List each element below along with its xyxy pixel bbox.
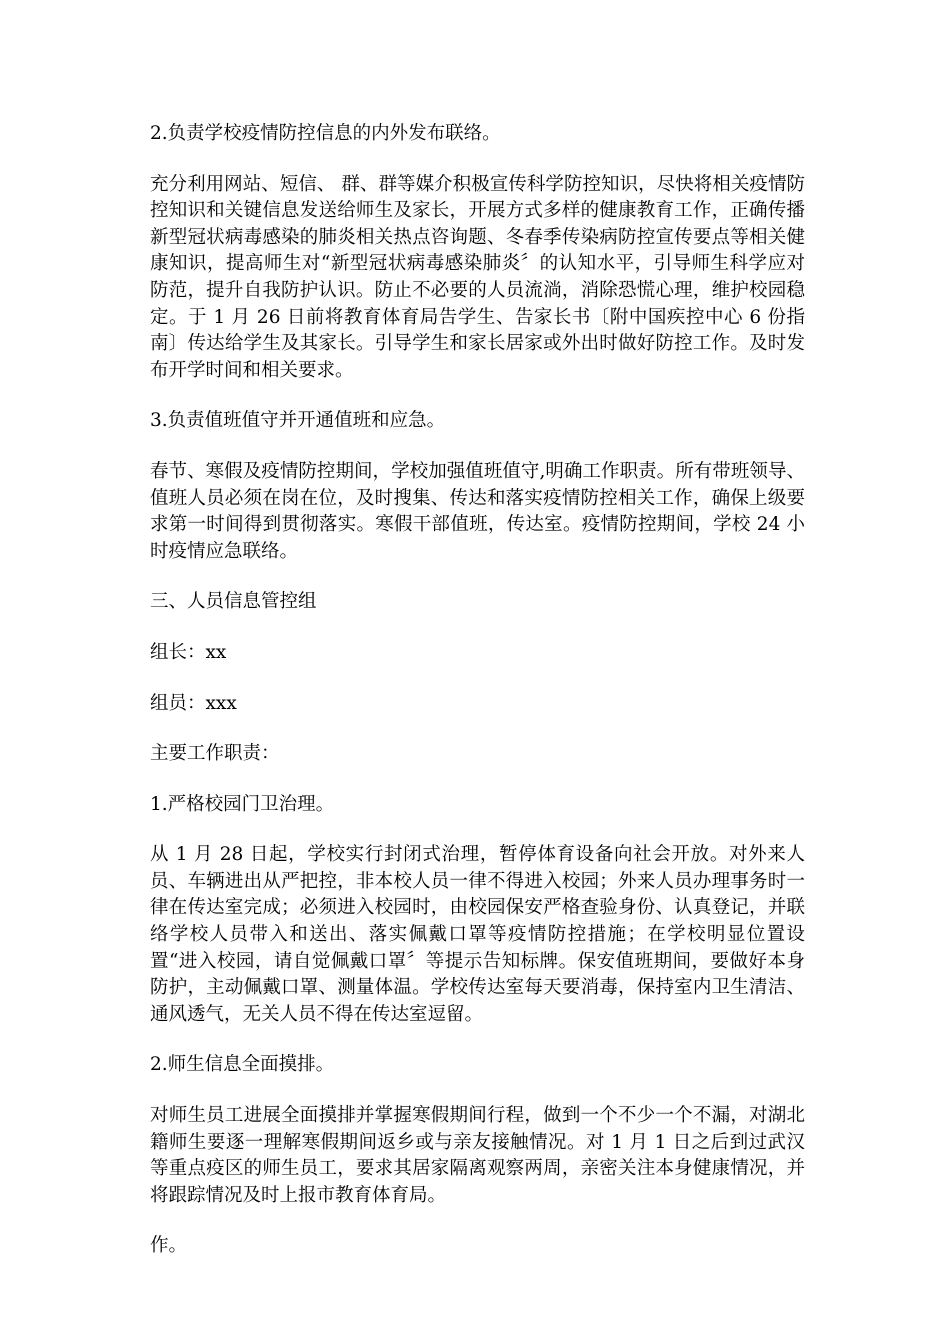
heading-gate-management: 1.严格校园门卫治理。 <box>150 793 335 815</box>
main-duties-label: 主要工作职责： <box>150 743 280 765</box>
paragraph-publicity-details: 充分利用网站、短信、 群、群等媒介积极宣传科学防控知识，尽快将相关疫情防控知识和关键信息发送给师生及家长，开展方式多样的健康教育工作，正确传播新型冠状病毒感染的肺炎相关热点咨询题、冬春季传染病防控宣传要点等相关健康知识，提高师生对“新型冠状病毒感染肺炎〞的认知水平，引导师生科学应对防范，提升自我防护认识。防止不必要的人员流淌，消除恐慌心理，维护校园稳定。于 1 月 26 日前将教育体育局告学生、告家长书〔附中国疾控中心 6 份指南〕传达给学生及其家长。引导学生和家长居家或外出时做好防控工作。及时发布开学时间和相关要求。 <box>150 173 805 381</box>
heading-info-screening: 2.师生信息全面摸排。 <box>150 1054 335 1076</box>
group-members: 组员：xxx <box>150 692 237 714</box>
paragraph-info-screening-details: 对师生员工进展全面摸排并掌握寒假期间行程，做到一个不少一个不漏，对湖北籍师生要逐一理解寒假期间返乡或与亲友接触情况。对 1 月 1 日之后到过武汉等重点疫区的师生员工，要求其居家隔离观察两周，亲密关注本身健康情况，并将跟踪情况及时上报市教育体育局。 <box>150 1105 805 1206</box>
paragraph-gate-management-details: 从 1 月 28 日起，学校实行封闭式治理，暂停体育设备向社会开放。对外来人员、车辆进出从严把控，非本校人员一律不得进入校园；外来人员办理事务时一律在传达室完成；必须进入校园时，由校园保安严格查验身份、认真登记，并联络学校人员带入和送出、落实佩戴口罩等疫情防控措施；在学校明显位置设置“进入校园，请自觉佩戴口罩〞等提示告知标牌。保安值班期间，要做好本身防护，主动佩戴口罩、测量体温。学校传达室每天要消毒，保持室内卫生清洁、通风透气，无关人员不得在传达室逗留。 <box>150 844 805 1025</box>
heading-duty-watch: 3.负责值班值守并开通值班和应急。 <box>150 410 446 432</box>
paragraph-duty-watch-details: 春节、寒假及疫情防控期间，学校加强值班值守,明确工作职责。所有带班领导、值班人员必须在岗在位，及时搜集、传达和落实疫情防控相关工作，确保上级要求第一时间得到贯彻落实。寒假干部值班，传达室。疫情防控期间，学校 24 小时疫情应急联络。 <box>150 460 805 562</box>
group-leader: 组长：xx <box>150 641 227 663</box>
heading-publicity-duty: 2.负责学校疫情防控信息的内外发布联络。 <box>150 123 501 144</box>
document-page <box>150 121 805 1284</box>
trailing-fragment: 作。 <box>150 1235 188 1257</box>
section-heading-personnel-info-group: 三、人员信息管控组 <box>150 591 317 613</box>
